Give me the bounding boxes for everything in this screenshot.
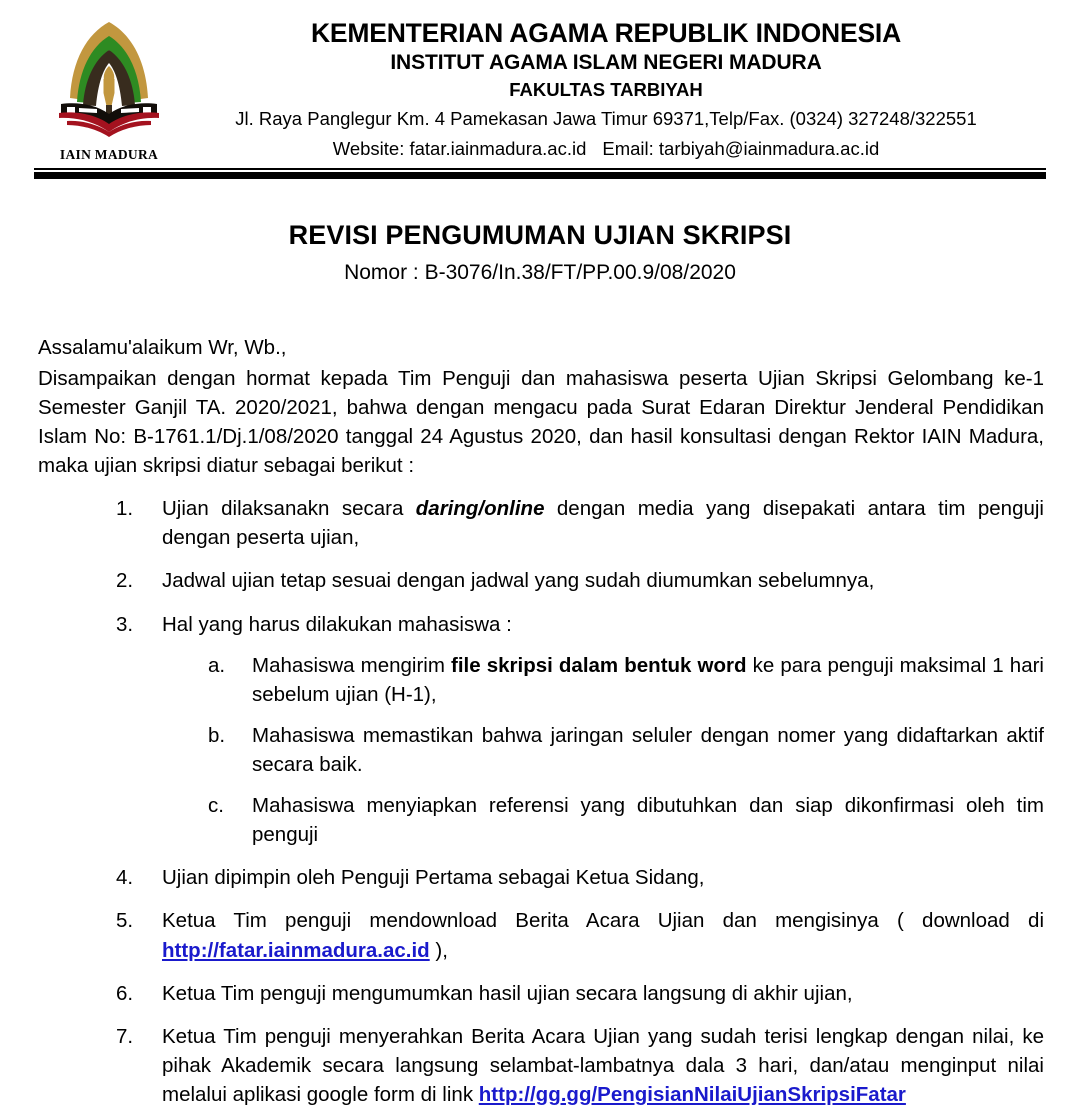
header-divider-thick [34, 172, 1046, 179]
list-item [38, 494, 1044, 552]
logo-caption: IAIN MADURA [59, 147, 159, 162]
email-label: Email: tarbiyah@iainmadura.ac.id [602, 138, 880, 160]
list-marker: 4. [116, 866, 134, 890]
sub-list-marker: c. [208, 794, 224, 818]
list-marker: 3. [116, 612, 134, 636]
header-divider [34, 168, 1046, 181]
list-marker: 7. [116, 1024, 134, 1048]
intro-paragraph: Disampaikan dengan hormat kepada Tim Penguji dan mahasiswa peserta Ujian Skripsi Gelombang ke-1 Semester Ganjil TA. 2020/2021, bahwa dengan mengacu pada Surat Edaran Direktur Jenderal Pendidikan Islam No: B-1761.1/Dj.1/08/2020 tanggal 24 Agustus 2020, dan hasil konsultasi dengan Rektor IAIN Madura, maka ujian skripsi diatur sebagai berikut : [38, 366, 1044, 478]
fatar-website-link[interactable]: http://fatar.iainmadura.ac.id [162, 938, 430, 962]
list-item-text-after: ), [429, 938, 448, 962]
list-item-text: Hal yang harus dilakukan mahasiswa : [162, 612, 512, 636]
sub-list-marker: b. [208, 723, 226, 747]
contact-line [184, 137, 1028, 161]
sub-list-item [162, 651, 1044, 709]
list-marker: 1. [116, 497, 134, 521]
sub-list-item [162, 721, 1044, 779]
list-item [38, 1022, 1044, 1109]
sub-instruction-list [162, 651, 1044, 850]
list-item-text: Ujian dipimpin oleh Penguji Pertama sebagai Ketua Sidang, [162, 866, 705, 890]
list-item-text-before: Ketua Tim penguji mendownload Berita Acara Ujian dan mengisinya ( download di [162, 909, 1044, 933]
list-item-emphasis: daring/online [415, 497, 545, 521]
ministry-name: KEMENTERIAN AGAMA REPUBLIK INDONESIA [310, 18, 902, 48]
list-item-text: Ketua Tim penguji mengumumkan hasil ujian secara langsung di akhir ujian, [162, 981, 853, 1005]
faculty-name: FAKULTAS TARBIYAH [509, 78, 703, 100]
list-item-text-before: Ujian dilaksanakn secara [162, 497, 416, 521]
list-item [38, 566, 1044, 595]
title-block [0, 219, 1080, 287]
document-body [0, 333, 1080, 1109]
list-marker: 5. [116, 909, 134, 933]
sub-list-item-text-before: Mahasiswa mengirim [252, 653, 452, 677]
letterhead [0, 0, 1080, 165]
letterhead-text [184, 8, 1046, 161]
list-item [38, 610, 1044, 850]
institute-name: INSTITUT AGAMA ISLAM NEGERI MADURA [390, 51, 822, 75]
instruction-list [38, 494, 1044, 1109]
list-item [38, 906, 1044, 964]
list-item-text-before: Ketua Tim penguji menyerahkan Berita Acara Ujian yang sudah terisi lengkap dengan nilai, ke pihak Akademik secara langsung selambat-lambatnya dala 3 hari, dan/atau menginput nilai melalui aplikasi google form di link [162, 1024, 1044, 1106]
list-marker: 2. [116, 569, 134, 593]
sub-list-item-text-after: ke para penguji maksimal 1 hari sebelum ujian (H-1), [252, 653, 1044, 706]
sub-list-item-text: Mahasiswa menyiapkan referensi yang dibutuhkan dan siap dikonfirmasi oleh tim penguji [252, 794, 1044, 847]
document-title: REVISI PENGUMUMAN UJIAN SKRIPSI [288, 220, 792, 250]
sub-list-marker: a. [208, 653, 226, 677]
list-item-text: Jadwal ujian tetap sesuai dengan jadwal yang sudah diumumkan sebelumnya, [162, 569, 875, 593]
list-marker: 6. [116, 981, 134, 1005]
sub-list-item-text: Mahasiswa memastikan bahwa jaringan seluler dengan nomer yang didaftarkan aktif secara baik. [252, 723, 1044, 776]
sub-list-item [162, 791, 1044, 849]
logo-container [34, 8, 184, 163]
header-divider-thin [34, 168, 1046, 170]
website-label: Website: fatar.iainmadura.ac.id [332, 138, 587, 160]
greeting: Assalamu'alaikum Wr, Wb., [38, 335, 287, 359]
list-item-text-after: dengan media yang disepakati antara tim penguji dengan peserta ujian, [162, 497, 1044, 550]
document-number: Nomor : B-3076/In.38/FT/PP.00.9/08/2020 [344, 261, 736, 285]
list-item [38, 979, 1044, 1008]
iain-madura-logo-icon [45, 14, 173, 146]
sub-list-item-emphasis: file skripsi dalam bentuk word [451, 653, 747, 677]
list-item [38, 863, 1044, 892]
google-form-link[interactable]: http://gg.gg/PengisianNilaiUjianSkripsiFatar [478, 1082, 906, 1106]
address-line: Jl. Raya Panglegur Km. 4 Pamekasan Jawa Timur 69371,Telp/Fax. (0324) 327248/322551 [235, 108, 977, 129]
